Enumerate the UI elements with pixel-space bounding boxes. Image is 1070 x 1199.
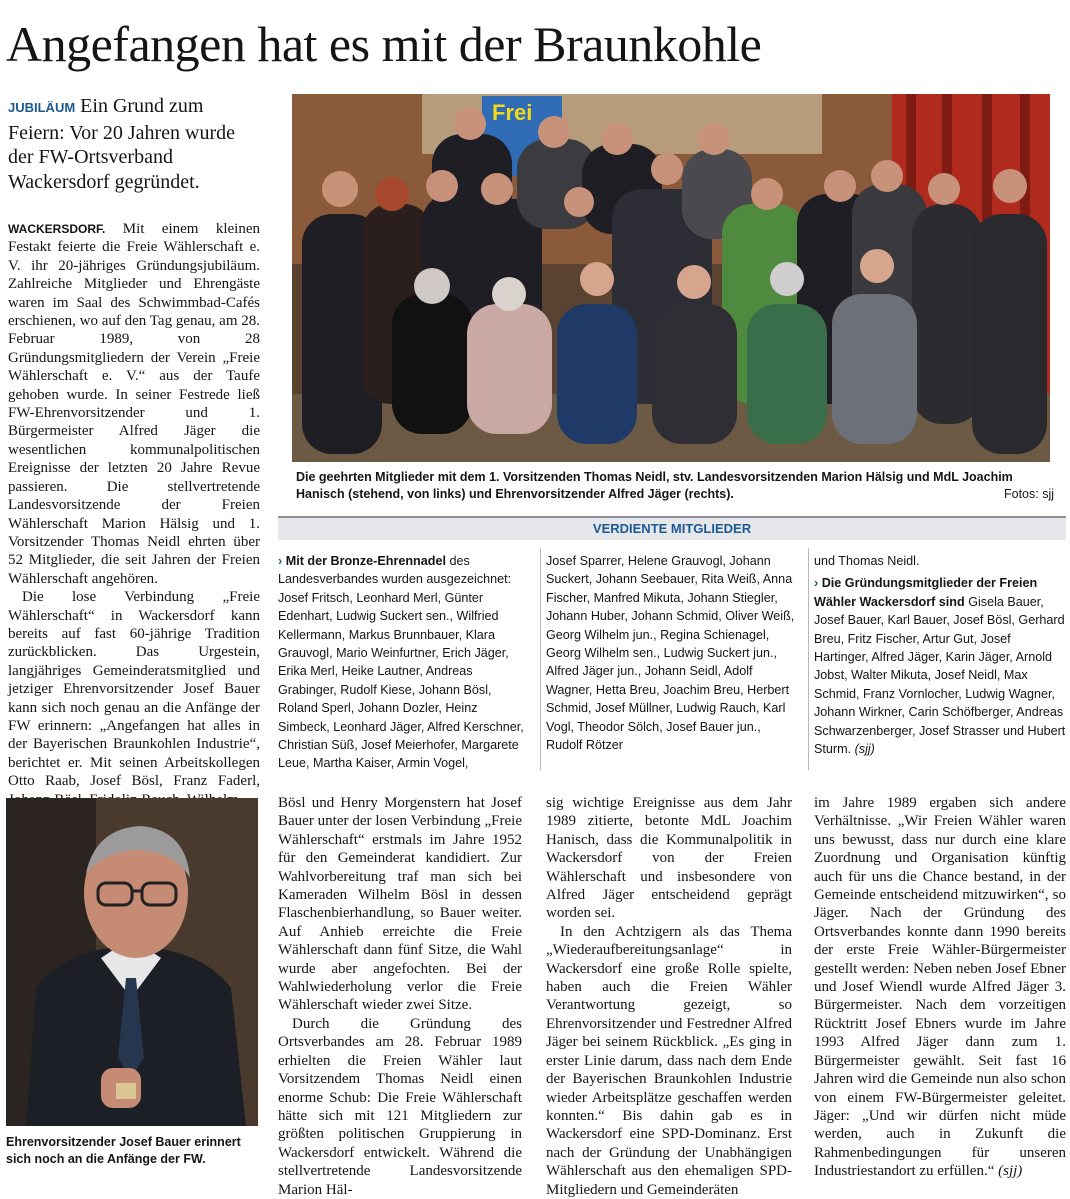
group-photo-caption	[296, 469, 1054, 503]
group-photo	[292, 94, 1050, 462]
sidebar-signature: (sjj)	[854, 742, 875, 757]
article-text: im Jahre 1989 ergaben sich andere Verhältnisse. „Wir Freien Wähler waren uns bewusst, dass nur durch eine klare Zuordnung und Organisation künftig auch für uns die Chance bestand, in der Gemeinde entscheidend mitzuwirken“, so Jäger. Nach der Gründung des Ortsverbandes konnte dann 1990 bereits der erste Freie Wähler-Bürgermeister gestellt werden: Neben neben Josef Ebner und Josef Wiendl wurde Alfred Jäger 3. Bürgermeister. Nach dem vorzeitigen Rücktritt Josef Ebners wurde im Jahre 1993 Alfred Jäger dann zum 1. Bürgermeister gewählt. Seit fast 16 Jahren wird die Gemeinde nun also schon von einem FW-Bürgermeister geleitet. Jäger: „Und wir dürfen nicht müde werden, auch in Zukunft die Rahmenbedingungen für unseren Industriestandort zu erfüllen.“	[814, 795, 1066, 1180]
bronze-list: des Landesverbandes wurden ausgezeichnet: Josef Fritsch, Leonhard Merl, Günter Edenhart, Ludwig Suckert sen., Wilfried Kellermann, Markus Brunnbauer, Klara Grauvogl, Mario Weinfurtner, Erich Jäger, Erika Merl, Heike Lautner, Andreas Grabinger, Rudolf Kiese, Johann Bösl, Roland Sperl, Johann Dozler, Heinz Simbeck, Leonhard Jäger, Alfred Kerschner, Christian Süß, Josef Meierhofer, Margarete Leue, Martha Kaiser, Armin Vogel,	[278, 554, 524, 771]
headline: Angefangen hat es mit der Braunkohle	[6, 16, 762, 72]
article-paragraph: Die lose Verbindung „Freie Wählerschaft“ in Wackersdorf kann bereits auf fast 60-jährige Tradition zurückblicken. Das Urgestein, langjähriges Gemeinderatsmitglied und jetziger Ehrenvorsitzender Josef Bauer kann sich noch genau an die Anfänge der FW erinnern: „Angefangen hat alles in der Bayerischen Braunkohlen Industrie“, berichtet er. Mit seinen Arbeitskollegen Otto Raab, Josef Bösl, Franz Faderl,	[8, 589, 260, 790]
dateline: WACKERSDORF.	[8, 222, 106, 236]
article-column-2	[278, 794, 522, 1199]
article-column-3	[546, 794, 792, 1199]
bronze-list-continued: Josef Sparrer, Helene Grauvogl, Johann Suckert, Johann Seebauer, Rita Weiß, Anna Fischer, Manfred Mikuta, Johann Stiegler, Johann Huber, Johann Schmid, Oliver Weiß, Georg Wilhelm jun., Regina Schienagel, Georg Wilhelm sen., Ludwig Suckert jun., Alfred Jäger jun., Johann Seidl, Adolf Wagner, Hetta Breu, Joachim Breu, Herbert Schmid, Josef Müllner, Ludwig Rauch, Karl Vogl, Theodor Sölch, Josef Bauer jun., Rudolf Rötzer	[546, 554, 795, 753]
founders-label: Die Gründungsmitglieder der Freien Wähler Wackersdorf sind	[814, 576, 1038, 609]
photo-credit: Fotos: sjj	[1003, 487, 1054, 501]
portrait-caption: Ehrenvorsitzender Josef Bauer erinnert sich noch an die Anfänge der FW.	[6, 1135, 241, 1166]
sidebar-column-1	[278, 552, 532, 773]
bronze-label: Mit der Bronze-Ehrennadel	[285, 554, 446, 568]
sidebar-title: VERDIENTE MITGLIEDER	[278, 516, 1066, 540]
article-column-4	[814, 794, 1066, 1181]
founders-list: Gisela Bauer, Josef Bauer, Karl Bauer, Josef Bösl, Gerhard Breu, Fritz Fischer, Artur Gut, Josef Hartinger, Alfred Jäger, Karin Jäger, Arnold Jobst, Walter Mikuta, Josef Neidl, Max Schmid, Franz Vornlocher, Ludwig Wagner, Johann Wirkner, Carin Schöfberger, Andreas Schwarzenberger, Josef Strasser und Hubert Sturm.	[814, 594, 1066, 757]
article-paragraph: In den Achtzigern als das Thema „Wiederaufbereitungsanlage“ in Wackersdorf eine große Rolle spielte, haben auch die Freien Wähler Verantwortung gezeigt, so Ehrenvorsitzender und Festredner Alfred Jäger bei seinem Rückblick. „Es ging in erster Linie darum, dass nach dem Ende der Bayerischen Braunkohlen Industrie wieder Arbeitsplätze geschaffen werden konnten.“ Bis dahin gab es in Wackersdorf eine SPD-Dominanz. Erst nach der Gründung der Unabhängigen Wählerschaft aus den ehemaligen SPD-Mitgliedern und Gemeinderäten	[546, 923, 792, 1198]
sidebar-divider	[540, 548, 541, 770]
arrow-icon: ›	[814, 576, 819, 591]
subhead	[8, 94, 260, 194]
arrow-icon: ›	[278, 554, 283, 568]
sidebar-column-2	[546, 552, 800, 754]
article-text: Mit einem kleinen Festakt feierte die Freie Wählerschaft e. V. ihr 20-jähriges Gründungsjubiläum. Zahlreiche Mitglieder und Ehrengäste waren im Saal des Schwimmbad-Cafés erschienen, wo auf den Tag genau, am 28. Februar 1989, von 28 Gründungsmitgliedern der Verein „Freie Wählerschaft e. V.“ aus der Taufe gehoben wurde. In seiner Festrede ließ FW-Ehrenvorsitzender und 1. Bürgermeister Alfred Jäger die wesentlichen kommunalpolitischen Ereignisse der letzten 20 Jahre Revue passieren. Die stellvertretende Landesvorsitzende der Freien Wählerschaft Marion Hälsig und 1. Vorsitzender Thomas Neidl ehrten über 52 Mitglieder, die seit Jahren der Freien Wählerschaft angehören.	[8, 221, 260, 587]
portrait-image	[6, 798, 258, 1126]
article-paragraph: sig wichtige Ereignisse aus dem Jahr 1989 zitierte, betonte MdL Joachim Hanisch, dass die Kommunalpolitik in Wackersdorf von der Freien Wählerschaft und insbesondere von Alfred Jäger entscheidend geprägt worden sei.	[546, 795, 792, 922]
sidebar-divider	[808, 548, 809, 770]
caption-text: Die geehrten Mitglieder mit dem 1. Vorsitzenden Thomas Neidl, stv. Landesvorsitzenden Marion Hälsig und MdL Joachim Hanisch (stehend, von links) und Ehrenvorsitzender Alfred Jäger (rechts).	[296, 470, 1013, 501]
banner-text: Frei	[492, 100, 533, 125]
article-column-1	[8, 220, 260, 809]
portrait-photo	[6, 798, 258, 1126]
article-paragraph: Durch die Gründung des Ortsverbandes am 28. Februar 1989 erhielten die Freien Wähler laut Vorsitzendem Thomas Neidl einen enorme Schub: Die Freie Wählerschaft hätte sich mit 121 Mitgliedern zur größten politischen Gruppierung in Wackersdorf entwickelt. Während die stellvertretende Landesvorsitzende Marion Häl-	[278, 1015, 522, 1198]
sidebar-column-3	[814, 552, 1068, 758]
article-paragraph: Bösl und Henry Morgenstern hat Josef Bauer unter der losen Verbindung „Freie Wählerschaft“ erstmals im Jahre 1952 für den Gemeinderat kandidiert. Zur Wahlvorbereitung traf man sich bei Kameraden Wilhelm Bösl in dessen Flaschenbierhandlung, so Bauer weiter. Auf Anhieb erreichte die Freie Wählerschaft dann fünf Sitze, die Wahl wurde aber angefochten. Bei der Wahlwiederholung verlor die Freie Wählerschaft wieder zwei Sitze.	[278, 795, 522, 1014]
article-signature: (sjj)	[998, 1163, 1023, 1180]
article-paragraph	[814, 794, 1066, 1181]
subhead-kicker: JUBILÄUM	[8, 100, 76, 115]
article-paragraph	[8, 220, 260, 588]
founders-paragraph	[814, 574, 1068, 758]
subhead-text: Ein Grund zum Feiern: Vor 20 Jahren wurde der FW-Ortsverband Wackersdorf gegründet.	[8, 95, 235, 193]
bronze-list-end: und Thomas Neidl.	[814, 554, 920, 568]
group-photo-image	[292, 94, 1050, 462]
